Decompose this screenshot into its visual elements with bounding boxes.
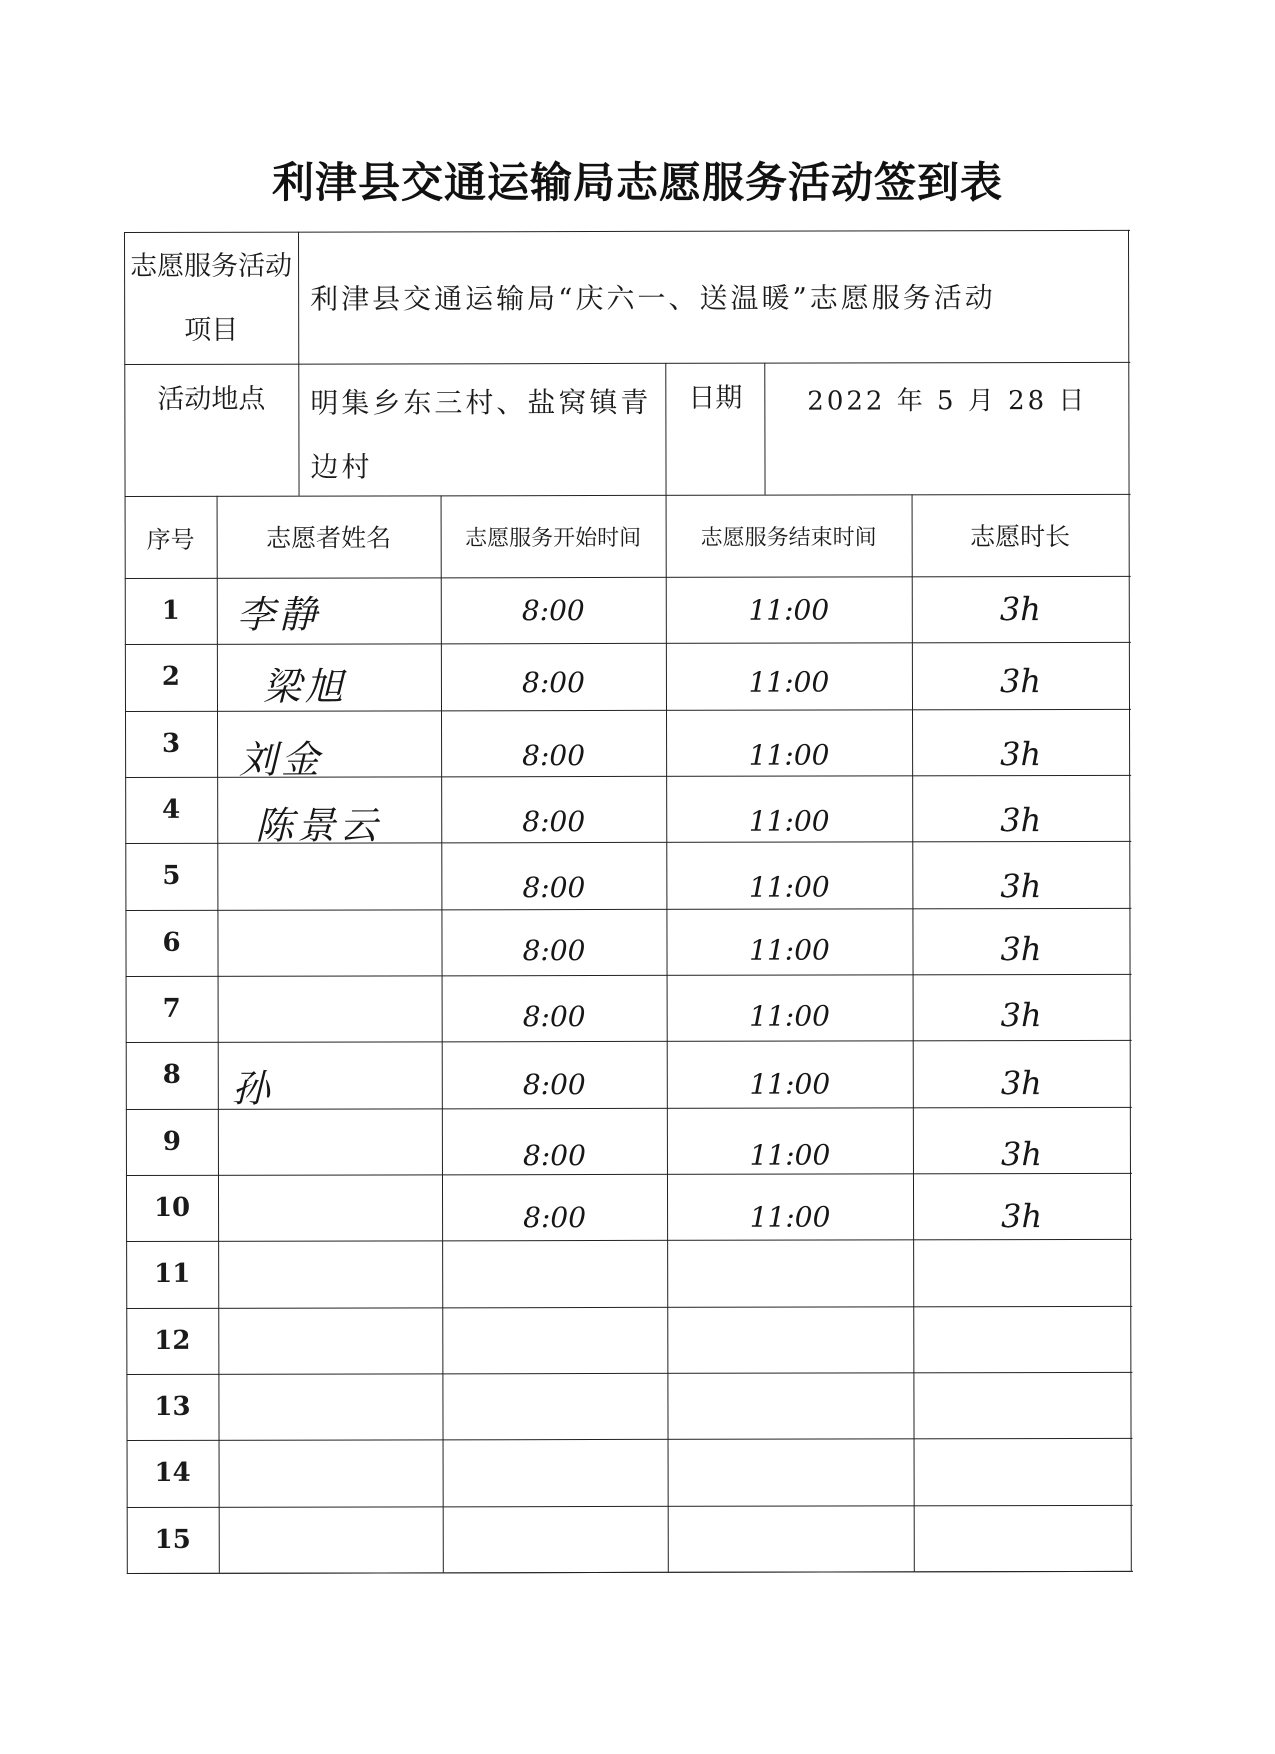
rule-line xyxy=(665,363,666,495)
date-label: 日期 xyxy=(688,382,743,414)
start-time: 8:00 xyxy=(521,665,585,699)
start-time: 8:00 xyxy=(522,870,586,904)
end-time: 11:00 xyxy=(749,1200,831,1234)
end-time: 11:00 xyxy=(749,933,830,967)
start-time xyxy=(443,1439,668,1505)
row-number: 14 xyxy=(154,1457,191,1488)
location-value: 明集乡东三村、盐窝镇青边村 xyxy=(310,385,652,484)
end-time: 11:00 xyxy=(749,1138,831,1172)
rule-line xyxy=(764,363,765,495)
start-time xyxy=(442,1307,667,1373)
start-time: 8:00 xyxy=(522,999,586,1033)
volunteer-signature: 孙 xyxy=(231,1066,274,1111)
row-number: 11 xyxy=(154,1258,191,1289)
volunteer-signature xyxy=(246,1307,446,1373)
service-duration xyxy=(913,1239,1130,1305)
row-number: 6 xyxy=(162,927,181,958)
end-time xyxy=(668,1505,914,1572)
service-duration xyxy=(914,1438,1131,1504)
end-time xyxy=(667,1239,913,1306)
start-time: 8:00 xyxy=(522,1138,586,1172)
service-duration: 3h xyxy=(1000,1135,1042,1174)
volunteer-signature: 梁旭 xyxy=(262,664,348,709)
volunteer-signature: 陈景云 xyxy=(255,802,382,848)
row-number: 9 xyxy=(162,1126,181,1157)
end-time: 11:00 xyxy=(748,665,830,699)
service-duration: 3h xyxy=(1001,1197,1043,1236)
end-time: 11:00 xyxy=(748,738,830,772)
volunteer-signature xyxy=(246,1240,446,1306)
col-header-duration: 志愿时长 xyxy=(970,522,1071,552)
service-duration xyxy=(913,1306,1130,1372)
sign-in-sheet xyxy=(124,230,1133,1573)
start-time: 8:00 xyxy=(522,933,586,967)
service-duration: 3h xyxy=(1000,735,1042,774)
date-value: 2022 年 5 月 28 日 xyxy=(807,385,1088,417)
row-number: 12 xyxy=(154,1325,191,1356)
start-time: 8:00 xyxy=(523,1200,587,1234)
row-number: 2 xyxy=(161,661,181,692)
end-time: 11:00 xyxy=(749,1067,831,1101)
volunteer-signature: 李静 xyxy=(236,592,321,637)
end-time: 11:00 xyxy=(749,999,831,1033)
row-number: 4 xyxy=(162,794,181,825)
start-time: 8:00 xyxy=(522,804,586,838)
end-time: 11:00 xyxy=(748,870,830,904)
volunteer-signature xyxy=(246,1373,446,1439)
service-duration: 3h xyxy=(999,662,1041,701)
service-duration: 3h xyxy=(1000,996,1042,1035)
project-value: 利津县交通运输局“庆六一、送温暖”志愿服务活动 xyxy=(310,281,996,316)
service-duration: 3h xyxy=(1000,801,1042,840)
row-number: 8 xyxy=(162,1059,181,1090)
col-header-no: 序号 xyxy=(146,525,195,554)
row-number: 1 xyxy=(161,595,180,626)
start-time: 8:00 xyxy=(522,1067,586,1101)
service-duration: 3h xyxy=(1000,867,1042,906)
end-time xyxy=(668,1438,914,1505)
volunteer-signature xyxy=(247,1506,447,1572)
volunteer-signature: 刘金 xyxy=(239,737,324,782)
end-time xyxy=(667,1372,913,1439)
project-label: 志愿服务活动项目 xyxy=(130,250,293,346)
volunteer-signature xyxy=(247,1439,447,1505)
row-number: 13 xyxy=(154,1391,191,1422)
start-time: 8:00 xyxy=(522,738,586,772)
start-time xyxy=(443,1506,668,1572)
service-duration: 3h xyxy=(1000,930,1042,969)
volunteer-signature xyxy=(227,854,427,920)
start-time xyxy=(442,1373,667,1439)
row-number: 5 xyxy=(162,860,181,891)
location-label: 活动地点 xyxy=(157,383,266,415)
form-title: 利津县交通运输局志愿服务活动签到表 xyxy=(271,158,1003,207)
volunteer-signature xyxy=(223,917,423,983)
end-time: 11:00 xyxy=(748,804,830,838)
start-time xyxy=(442,1240,667,1306)
col-header-end: 志愿服务结束时间 xyxy=(700,524,877,551)
volunteer-signature xyxy=(232,1122,432,1188)
row-number: 10 xyxy=(153,1192,191,1223)
end-time xyxy=(667,1306,913,1373)
row-number: 7 xyxy=(162,993,181,1024)
service-duration xyxy=(914,1505,1131,1571)
volunteer-signature xyxy=(232,983,432,1049)
row-number: 15 xyxy=(154,1524,191,1555)
col-header-start: 志愿服务开始时间 xyxy=(465,525,642,551)
service-duration: 3h xyxy=(1000,1064,1042,1103)
row-number: 3 xyxy=(161,728,181,759)
service-duration: 3h xyxy=(999,590,1041,629)
col-header-name: 志愿者姓名 xyxy=(266,523,392,553)
start-time: 8:00 xyxy=(521,593,585,627)
service-duration xyxy=(913,1372,1130,1438)
end-time: 11:00 xyxy=(748,593,830,627)
